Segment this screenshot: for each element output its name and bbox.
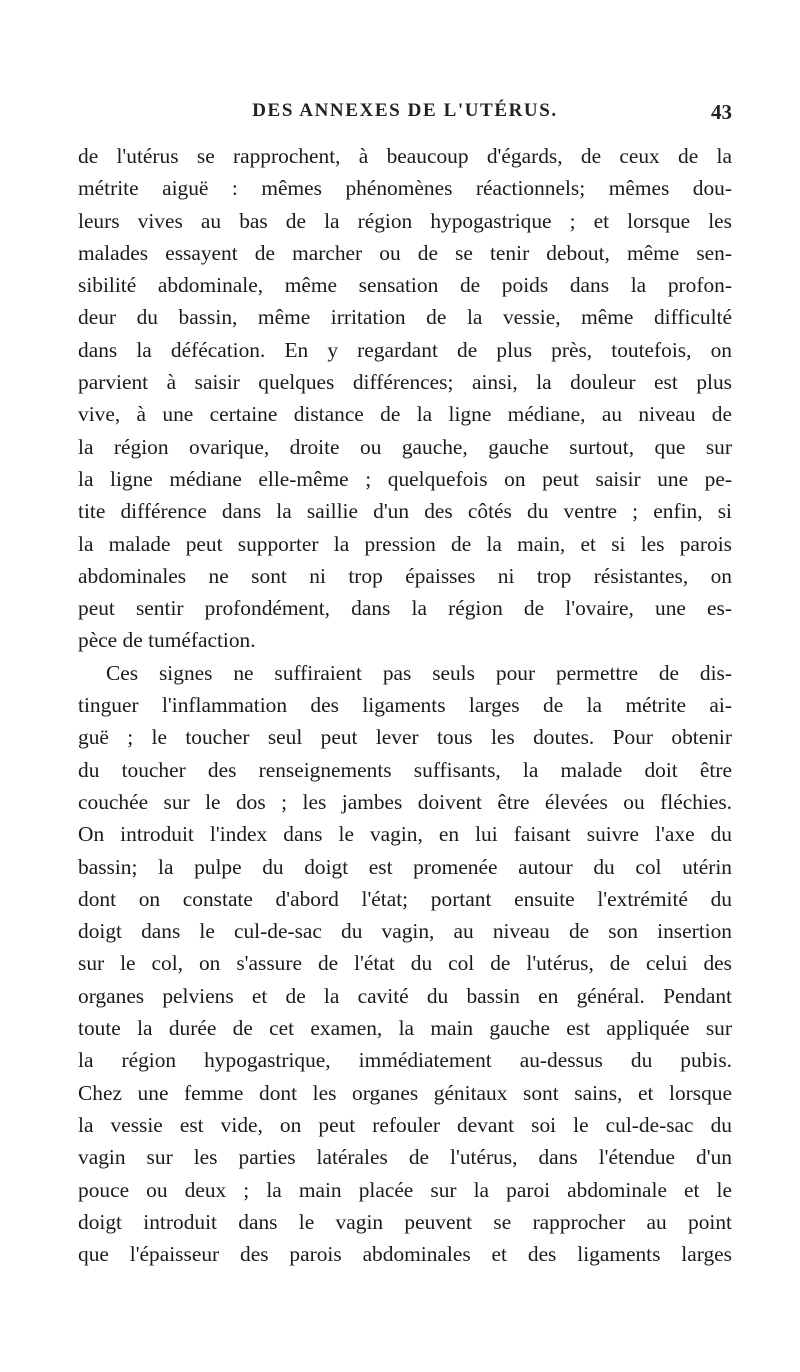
text-line: métrite aiguë : mêmes phénomènes réactionnels; mêmes dou- <box>78 176 732 201</box>
text-line: leurs vives au bas de la région hypogastrique ; et lorsque les <box>78 208 732 233</box>
text-line: organes pelviens et de la cavité du bassin en général. Pendant <box>78 983 732 1008</box>
text-line: vagin sur les parties latérales de l'utérus, dans l'étendue d'un <box>78 1145 732 1170</box>
text-line: sibilité abdominale, même sensation de poids dans la profon- <box>78 273 732 298</box>
text-line: deur du bassin, même irritation de la vessie, même difficulté <box>78 305 732 330</box>
paragraph-first-line: Ces signes ne suffiraient pas seuls pour permettre de dis- <box>106 660 732 685</box>
text-line: sur le col, on s'assure de l'état du col de l'utérus, de celui des <box>78 951 732 976</box>
text-line: pouce ou deux ; la main placée sur la paroi abdominale et le <box>78 1177 732 1202</box>
text-line: peut sentir profondément, dans la région de l'ovaire, une es- <box>78 596 732 621</box>
text-line: parvient à saisir quelques différences; ainsi, la douleur est plus <box>78 370 732 395</box>
running-head <box>78 100 732 130</box>
text-line: la région hypogastrique, immédiatement au-dessus du pubis. <box>78 1048 732 1073</box>
text-line: que l'épaisseur des parois abdominales et des ligaments larges <box>78 1242 732 1267</box>
paragraph-last-line: pèce de tuméfaction. <box>78 628 256 653</box>
text-line: la malade peut supporter la pression de la main, et si les parois <box>78 531 732 556</box>
text-line: doigt introduit dans le vagin peuvent se rapprocher au point <box>78 1209 732 1234</box>
text-line: guë ; le toucher seul peut lever tous les doutes. Pour obtenir <box>78 725 732 750</box>
text-line: vive, à une certaine distance de la ligne médiane, au niveau de <box>78 402 732 427</box>
text-line: dans la défécation. En y regardant de plus près, toutefois, on <box>78 337 732 362</box>
text-line: la ligne médiane elle-même ; quelquefois on peut saisir une pe- <box>78 466 732 491</box>
text-line: bassin; la pulpe du doigt est promenée autour du col utérin <box>78 854 732 879</box>
text-line: tite différence dans la saillie d'un des côtés du ventre ; enfin, si <box>78 499 732 524</box>
running-title: DES ANNEXES DE L'UTÉRUS. <box>252 100 558 121</box>
page-number: 43 <box>711 100 732 124</box>
text-line: dont on constate d'abord l'état; portant ensuite l'extrémité du <box>78 886 732 911</box>
text-line: toute la durée de cet examen, la main gauche est appliquée sur <box>78 1016 732 1041</box>
body-text <box>78 140 732 1270</box>
text-line: On introduit l'index dans le vagin, en lui faisant suivre l'axe du <box>78 822 732 847</box>
text-line: Chez une femme dont les organes génitaux sont sains, et lorsque <box>78 1080 732 1105</box>
text-line: tinguer l'inflammation des ligaments larges de la métrite ai- <box>78 693 732 718</box>
text-line: du toucher des renseignements suffisants, la malade doit être <box>78 757 732 782</box>
text-line: abdominales ne sont ni trop épaisses ni trop résistantes, on <box>78 563 732 588</box>
text-line: la vessie est vide, on peut refouler devant soi le cul-de-sac du <box>78 1112 732 1137</box>
text-line: la région ovarique, droite ou gauche, gauche surtout, que sur <box>78 434 732 459</box>
text-line: doigt dans le cul-de-sac du vagin, au niveau de son insertion <box>78 919 732 944</box>
text-line: couchée sur le dos ; les jambes doivent être élevées ou fléchies. <box>78 789 732 814</box>
text-line: malades essayent de marcher ou de se tenir debout, même sen- <box>78 240 732 265</box>
text-line: de l'utérus se rapprochent, à beaucoup d'égards, de ceux de la <box>78 144 732 168</box>
